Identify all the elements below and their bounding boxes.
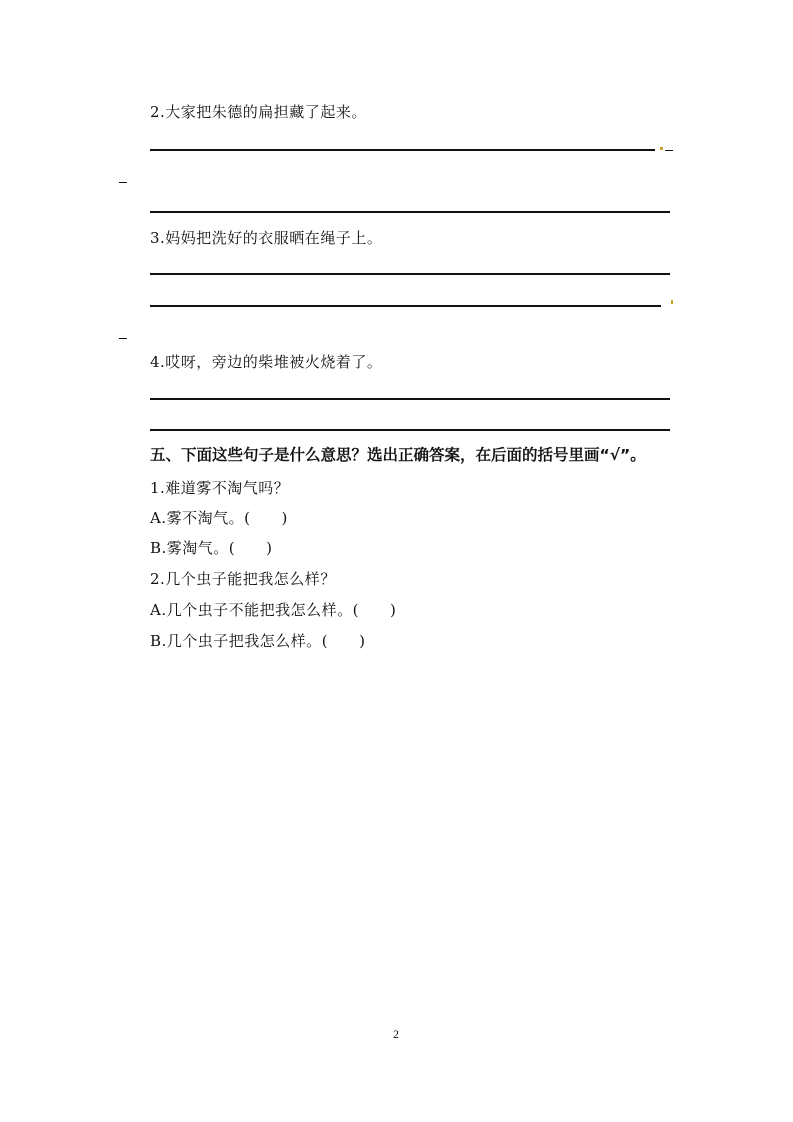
stray-mark bbox=[660, 147, 663, 150]
section-5-q1-option-b[interactable]: B.雾淘气。( ) bbox=[150, 539, 273, 557]
answer-line[interactable] bbox=[150, 398, 670, 400]
section-5-question-1: 1.难道雾不淘气吗？ bbox=[150, 479, 290, 497]
section-5-question-2: 2.几个虫子能把我怎么样？ bbox=[150, 570, 336, 588]
answer-line[interactable] bbox=[150, 273, 670, 275]
question-3-text: 3.妈妈把洗好的衣服晒在绳子上。 bbox=[150, 229, 383, 247]
page-number: 2 bbox=[393, 1027, 399, 1041]
stray-dash bbox=[119, 182, 127, 183]
answer-line[interactable] bbox=[150, 305, 661, 307]
question-2-text: 2.大家把朱德的扁担藏了起来。 bbox=[150, 103, 367, 121]
answer-line[interactable] bbox=[150, 149, 655, 151]
stray-mark bbox=[671, 300, 673, 304]
question-4-text: 4.哎呀，旁边的柴堆被火烧着了。 bbox=[150, 353, 383, 371]
section-5-title: 五、下面这些句子是什么意思？选出正确答案，在后面的括号里画“√”。 bbox=[150, 446, 646, 464]
answer-line[interactable] bbox=[150, 429, 670, 431]
stray-dash bbox=[665, 150, 673, 151]
answer-line[interactable] bbox=[150, 211, 670, 213]
section-5-q2-option-b[interactable]: B.几个虫子把我怎么样。( ) bbox=[150, 632, 366, 650]
section-5-q2-option-a[interactable]: A.几个虫子不能把我怎么样。( ) bbox=[150, 601, 397, 619]
section-5-q1-option-a[interactable]: A.雾不淘气。( ) bbox=[150, 509, 288, 527]
stray-dash bbox=[119, 338, 127, 339]
